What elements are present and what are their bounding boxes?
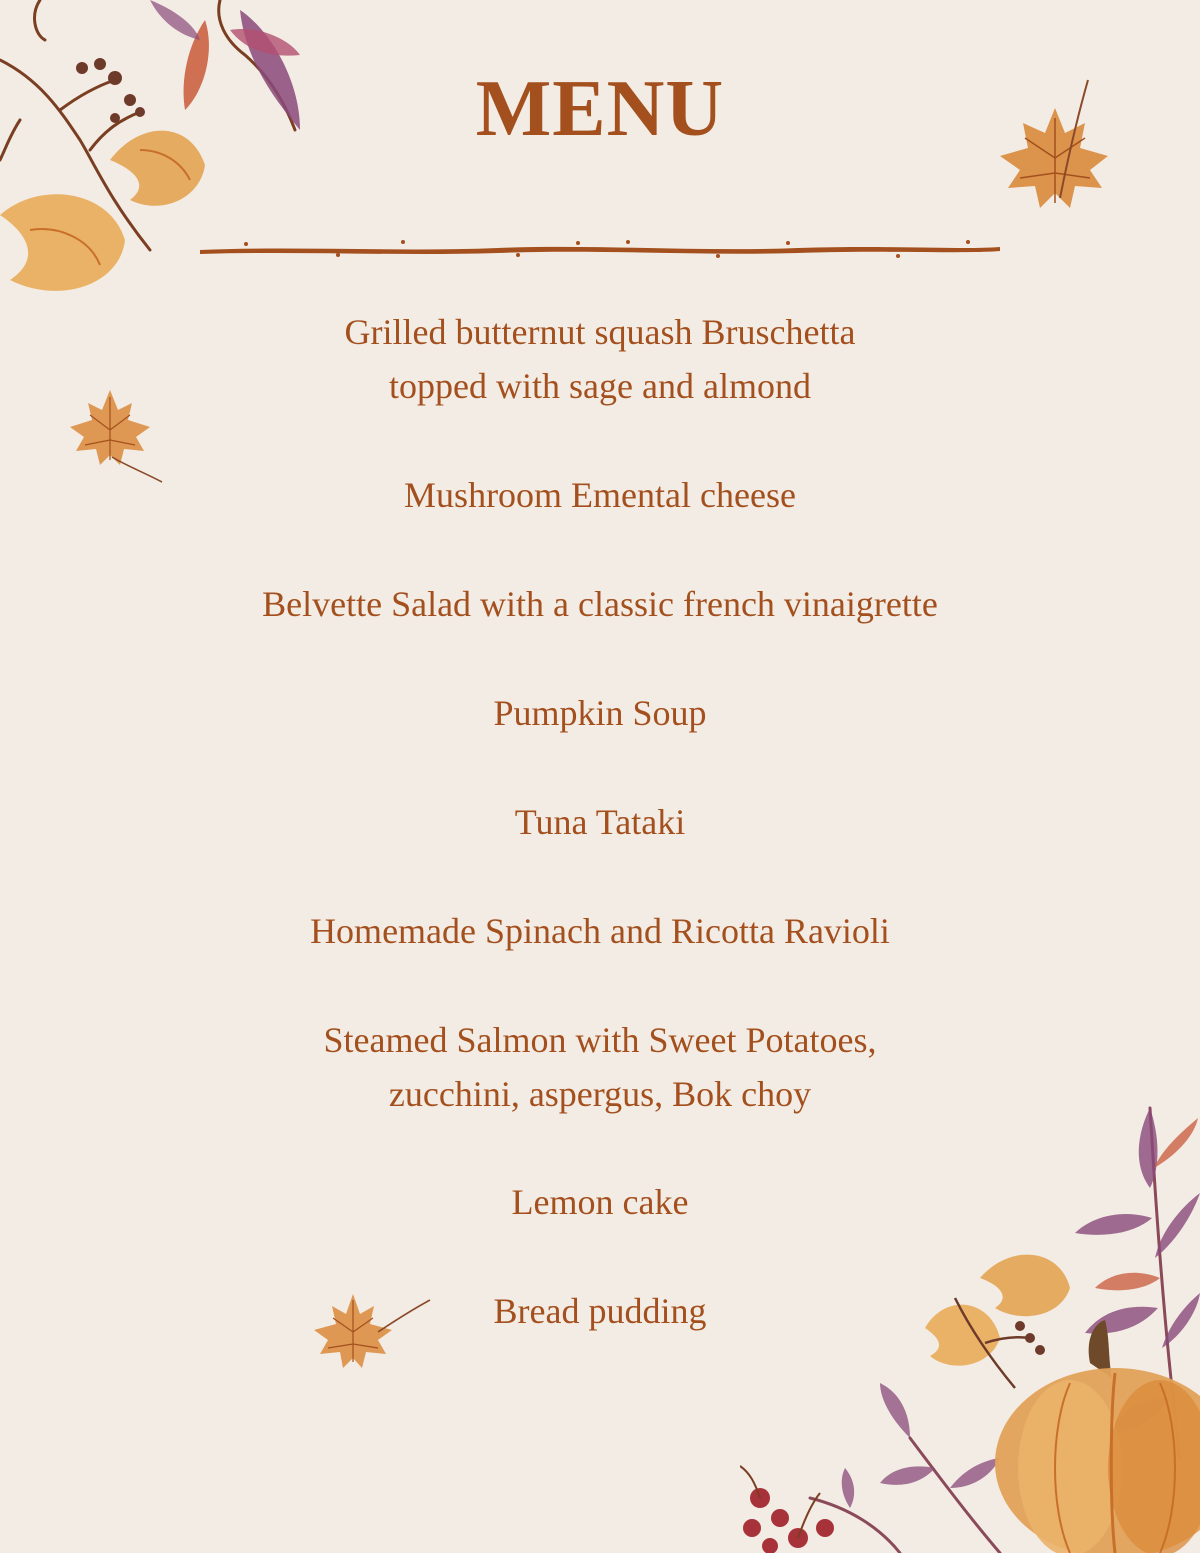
menu-item: Bread pudding: [493, 1291, 707, 1331]
menu-item: Mushroom Emental cheese: [404, 475, 796, 515]
bottom-right-pumpkin-icon: [740, 1098, 1200, 1553]
menu-item: Homemade Spinach and Ricotta Ravioli: [310, 911, 890, 951]
menu-item: Tuna Tataki: [514, 802, 686, 842]
maple-leaf-icon: [308, 1292, 433, 1384]
menu-title: MENU: [475, 65, 725, 153]
menu-item: Steamed Salmon with Sweet Potatoes, zucchini, aspergus, Bok choy: [323, 1020, 877, 1114]
menu-item: Lemon cake: [511, 1182, 689, 1222]
maple-leaf-icon: [990, 78, 1120, 243]
menu-item: Pumpkin Soup: [493, 693, 707, 733]
menu-item: Belvette Salad with a classic french vinaigrette: [262, 584, 938, 624]
menu-item: Grilled butternut squash Bruschetta topped with sage and almond: [344, 312, 856, 406]
divider: [198, 236, 1002, 260]
top-left-branch-icon: [0, 0, 320, 310]
